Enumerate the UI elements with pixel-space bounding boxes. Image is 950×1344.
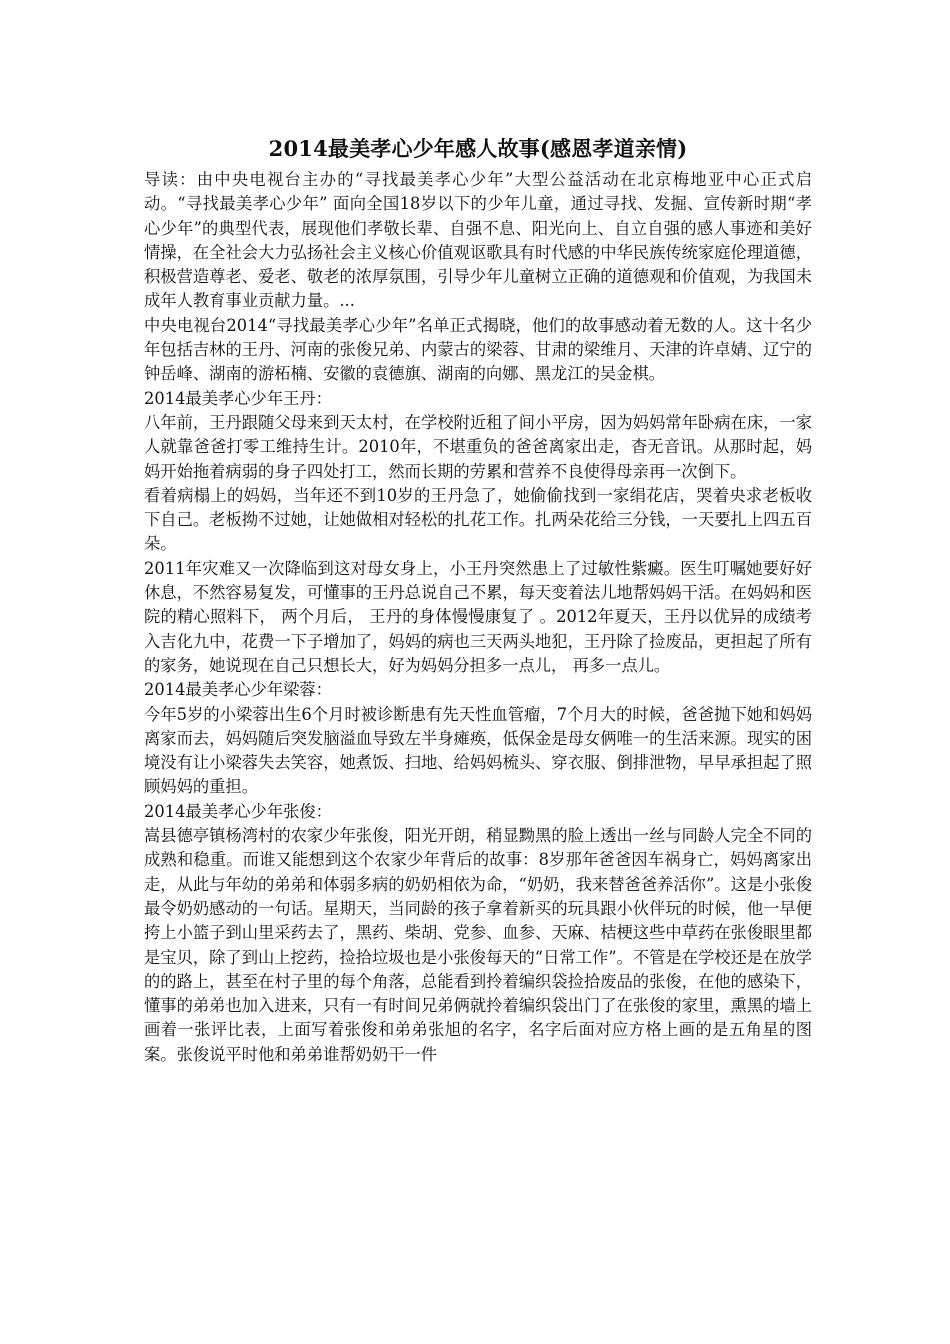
section-heading-liangrong: 2014最美孝心少年梁蓉： [144,680,332,700]
paragraph-liangrong: 今年5岁的小梁蓉出生6个月时被诊断患有先天性血管瘤，7个月大的时候，爸爸抛下她和妈妈离家而去，妈妈随后突发脑溢血导致左半身瘫痪，低保金是母女俩唯一的生活来源。现实的困境没有让小梁蓉失去笑容，她煮饭、扫地、给妈妈梳头、穿衣服、倒排泄物，早早承担起了照顾妈妈的重担。 [144,704,812,797]
document-page [144,132,812,1067]
paragraph-zhangjun: 嵩县德亭镇杨湾村的农家少年张俊，阳光开朗，稍显黝黑的脸上透出一丝与同龄人完全不同的成熟和稳重。而谁又能想到这个农家少年背后的故事：8岁那年爸爸因车祸身亡，妈妈离家出走，从此与年幼的弟弟和体弱多病的奶奶相依为命，“奶奶，我来替爸爸养活你”。这是小张俊最令奶奶感动的一句话。星期天，当同龄的孩子拿着新买的玩具跟小伙伴玩的时候，他一早便挎上小篮子到山里采药去了，黑药、柴胡、党参、血参、天麻、桔梗这些中草药在张俊眼里都是宝贝，除了到山上挖药，捡拾垃圾也是小张俊每天的“日常工作”。不管是在学校还是在放学的的路上，甚至在村子里的每个角落，总能看到拎着编织袋捡拾废品的张俊，在他的感染下，懂事的弟弟也加入进来，只有一有时间兄弟俩就拎着编织袋出门了在张俊的家里，熏黑的墙上画着一张评比表，上面写着张俊和弟弟张旭的名字，名字后面对应方格上画的是五角星的图案。张俊说平时他和弟弟谁帮奶奶干一件 [144,826,812,1064]
paragraph-wangdan-3: 2011年灾难又一次降临到这对母女身上，小王丹突然患上了过敏性紫癜。医生叮嘱她要好好休息，不然容易复发，可懂事的王丹总说自己不累，每天变着法儿地帮妈妈干活。在妈妈和医院的精心照料下， 两个月后， 王丹的身体慢慢康复了 。2012年夏天，王丹以优异的成绩考入吉化九中，花费一下子增加了，妈妈的病也三天两头地犯，王丹除了捡废品，更担起了所有的家务，她说现在自己只想长大，好为妈妈分担多一点儿， 再多一点儿。 [144,558,812,675]
document-title: 2014最美孝心少年感人故事(感恩孝道亲情) [268,136,688,161]
paragraph-wangdan-1: 八年前，王丹跟随父母来到天太村，在学校附近租了间小平房，因为妈妈常年卧病在床，一家人就靠爸爸打零工维持生计。2010年，不堪重负的爸爸离家出走，杳无音讯。从那时起，妈妈开始拖着病弱的身子四处打工，然而长期的劳累和营养不良使得母亲再一次倒下。 [144,412,812,481]
paragraph-intro: 导读：由中央电视台主办的“寻找最美孝心少年”大型公益活动在北京梅地亚中心正式启动。“寻找最美孝心少年” 面向全国18岁以下的少年儿童，通过寻找、发掘、宣传新时期“孝心少年”的典型代表，展现他们孝敬长辈、自强不息、阳光向上、自立自强的感人事迹和美好情操，在全社会大力弘扬社会主义核心价值观讴歌具有时代感的中华民族传统家庭伦理道德，积极营造尊老、爱老、敬老的浓厚氛围，引导少年儿童树立正确的道德观和价值观，为我国未成年人教育事业贡献力量。... [144,170,812,311]
section-heading-zhangjun: 2014最美孝心少年张俊： [144,801,332,821]
section-heading-wangdan: 2014最美孝心少年王丹： [144,388,332,408]
paragraph-wangdan-2: 看着病榻上的妈妈，当年还不到10岁的王丹急了，她偷偷找到一家绢花店，哭着央求老板收下自己。老板拗不过她，让她做相对轻松的扎花工作。扎两朵花给三分钱，一天要扎上四五百朵。 [144,485,812,554]
paragraph-list: 中央电视台2014“寻找最美孝心少年”名单正式揭晓，他们的故事感动着无数的人。这十名少年包括吉林的王丹、河南的张俊兄弟、内蒙古的梁蓉、甘肃的梁维月、天津的许卓婧、辽宁的钟岳峰、湖南的游柘楠、安徽的袁德旗、湖南的向娜、黑龙江的吴金棋。 [144,315,812,384]
